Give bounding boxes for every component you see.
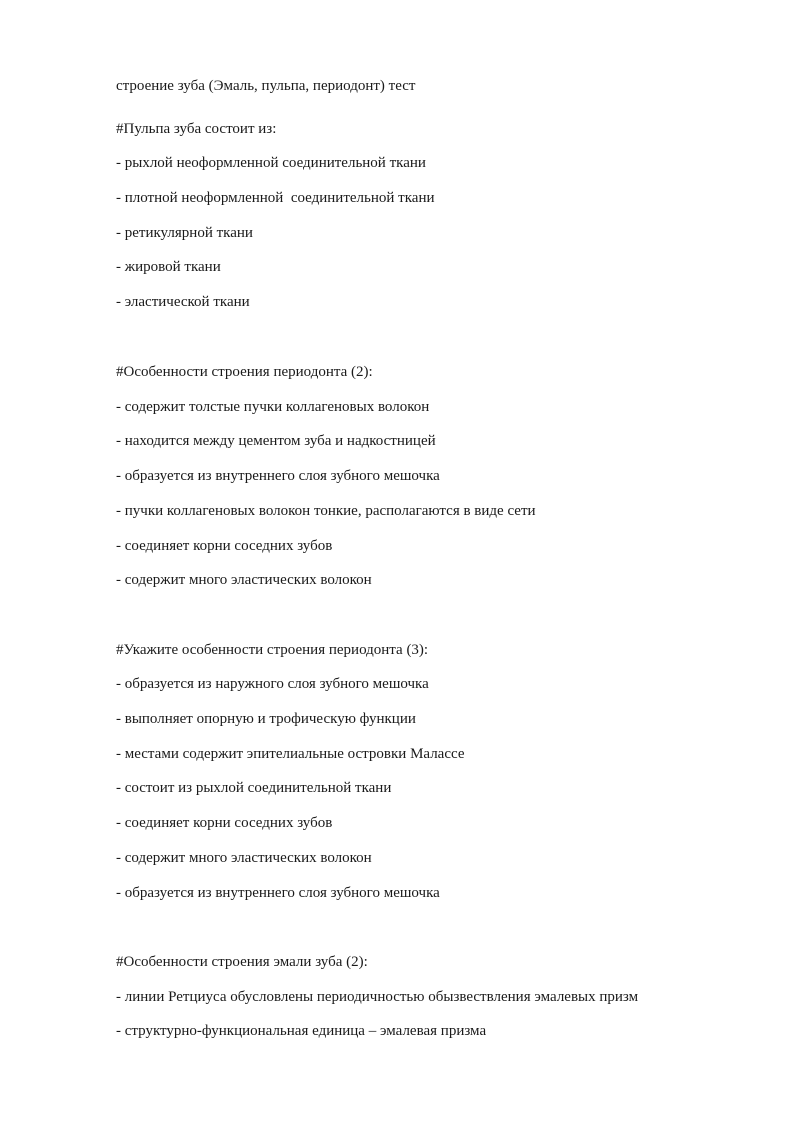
question-3-text: #Укажите особенности строения периодонта (3): xyxy=(116,642,429,658)
question-1-text: #Пульпа зуба состоит из: xyxy=(116,121,277,137)
question-2-option-1: - содержит толстые пучки коллагеновых волокон xyxy=(116,399,430,415)
question-1-option-1: - рыхлой неоформленной соединительной ткани xyxy=(116,155,426,171)
question-1-option-3: - ретикулярной ткани xyxy=(116,225,253,241)
question-2-text: #Особенности строения периодонта (2): xyxy=(116,364,373,380)
question-3-option-2: - выполняет опорную и трофическую функции xyxy=(116,711,416,727)
question-3-option-7: - образуется из внутреннего слоя зубного мешочка xyxy=(116,885,440,901)
question-2-option-3: - образуется из внутреннего слоя зубного мешочка xyxy=(116,468,440,484)
question-3-option-4: - состоит из рыхлой соединительной ткани xyxy=(116,780,392,796)
question-1-option-4: - жировой ткани xyxy=(116,259,221,275)
question-2-option-2: - находится между цементом зуба и надкостницей xyxy=(116,433,436,449)
question-4-text: #Особенности строения эмали зуба (2): xyxy=(116,954,368,970)
question-2-option-6: - содержит много эластических волокон xyxy=(116,572,372,588)
question-2-option-4: - пучки коллагеновых волокон тонкие, располагаются в виде сети xyxy=(116,503,536,519)
question-1-option-2: - плотной неоформленной соединительной ткани xyxy=(116,190,435,206)
document-title: строение зуба (Эмаль, пульпа, периодонт) тест xyxy=(116,78,416,94)
question-2-option-5: - соединяет корни соседних зубов xyxy=(116,538,333,554)
question-3-option-3: - местами содержит эпителиальные островки Малассе xyxy=(116,746,465,762)
question-1-option-5: - эластической ткани xyxy=(116,294,250,310)
question-3-option-1: - образуется из наружного слоя зубного мешочка xyxy=(116,676,429,692)
question-3-option-5: - соединяет корни соседних зубов xyxy=(116,815,333,831)
question-3-option-6: - содержит много эластических волокон xyxy=(116,850,372,866)
question-4-option-1: - линии Ретциуса обусловлены периодичностью обызвествления эмалевых призм xyxy=(116,989,639,1005)
question-4-option-2: - структурно-функциональная единица – эмалевая призма xyxy=(116,1023,487,1039)
